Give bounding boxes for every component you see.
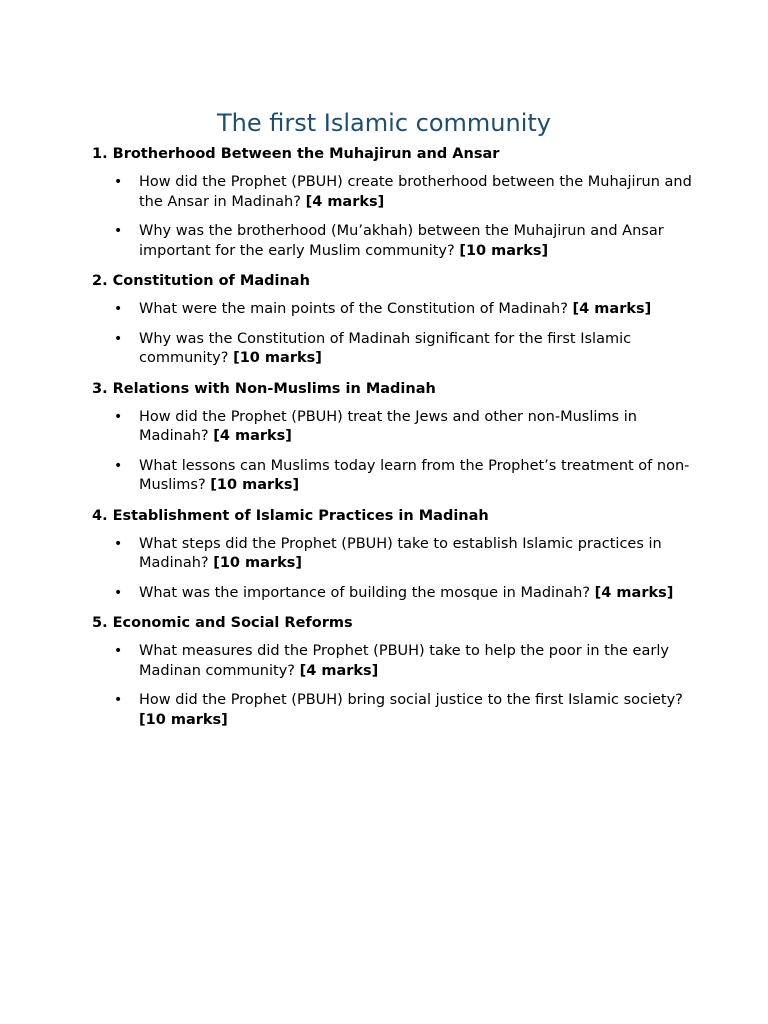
question-text: Why was the brotherhood (Mu’akhah) between the Muhajirun and Ansar important for the early Muslim community? — [139, 223, 664, 259]
bullet-icon: • — [114, 223, 123, 239]
question-list — [92, 408, 692, 496]
bullet-icon: • — [114, 535, 123, 552]
page-title: The first Islamic community — [217, 109, 551, 137]
section-heading: 3. Relations with Non-Muslims in Madinah — [92, 380, 436, 397]
question-text: What steps did the Prophet (PBUH) take to establish Islamic practices in Madinah? — [139, 535, 662, 571]
question-list — [92, 535, 692, 604]
section-islamic-practices — [92, 506, 692, 604]
question-marks: [4 marks] — [305, 193, 385, 210]
question-marks: [4 marks] — [213, 428, 292, 444]
bullet-icon: • — [114, 330, 123, 347]
question-item — [92, 300, 692, 320]
question-marks: [4 marks] — [299, 662, 379, 679]
question-marks: [10 marks] — [459, 242, 549, 259]
question-text: How did the Prophet (PBUH) treat the Jews and other non-Muslims in Madinah? — [139, 408, 637, 444]
question-text: What were the main points of the Constitution of Madinah? — [139, 301, 573, 317]
question-text: What lessons can Muslims today learn from the Prophet’s treatment of non-Muslims? — [139, 457, 690, 493]
bullet-icon: • — [114, 301, 123, 317]
question-text: Why was the Constitution of Madinah significant for the first Islamic community? — [139, 330, 632, 366]
question-text: What was the importance of building the mosque in Madinah? — [139, 584, 595, 601]
question-item — [92, 173, 692, 212]
section-non-muslims — [92, 379, 692, 496]
question-item — [92, 457, 692, 496]
section-heading: 1. Brotherhood Between the Muhajirun and Ansar — [92, 146, 500, 162]
section-reforms — [92, 613, 692, 730]
section-heading: 2. Constitution of Madinah — [92, 273, 310, 289]
bullet-icon: • — [114, 457, 123, 474]
section-constitution — [92, 271, 692, 369]
question-marks: [10 marks] — [210, 477, 300, 493]
question-marks: [10 marks] — [233, 350, 322, 366]
question-item — [92, 535, 692, 574]
question-marks: [4 marks] — [594, 584, 674, 601]
question-sections — [92, 144, 692, 740]
question-text: How did the Prophet (PBUH) bring social justice to the first Islamic society? — [139, 692, 683, 708]
question-text: What measures did the Prophet (PBUH) take to help the poor in the early Madinan community? — [139, 643, 669, 679]
question-marks: [10 marks] — [139, 711, 228, 728]
question-item — [92, 642, 692, 681]
question-list — [92, 642, 692, 730]
question-text: How did the Prophet (PBUH) create brotherhood between the Muhajirun and the Ansar in Madinah? — [139, 174, 692, 210]
bullet-icon: • — [114, 692, 123, 708]
question-item — [92, 691, 692, 730]
question-item — [92, 222, 692, 261]
section-brotherhood — [92, 144, 692, 261]
question-marks: [10 marks] — [213, 555, 303, 571]
section-heading: 5. Economic and Social Reforms — [92, 615, 353, 631]
question-list — [92, 300, 692, 369]
bullet-icon: • — [114, 643, 123, 659]
question-item — [92, 330, 692, 369]
question-marks: [4 marks] — [572, 301, 652, 317]
bullet-icon: • — [114, 174, 123, 190]
bullet-icon: • — [114, 584, 123, 601]
question-item — [92, 408, 692, 447]
bullet-icon: • — [114, 408, 123, 425]
question-list — [92, 173, 692, 261]
question-item — [92, 584, 692, 604]
section-heading: 4. Establishment of Islamic Practices in Madinah — [92, 507, 489, 524]
